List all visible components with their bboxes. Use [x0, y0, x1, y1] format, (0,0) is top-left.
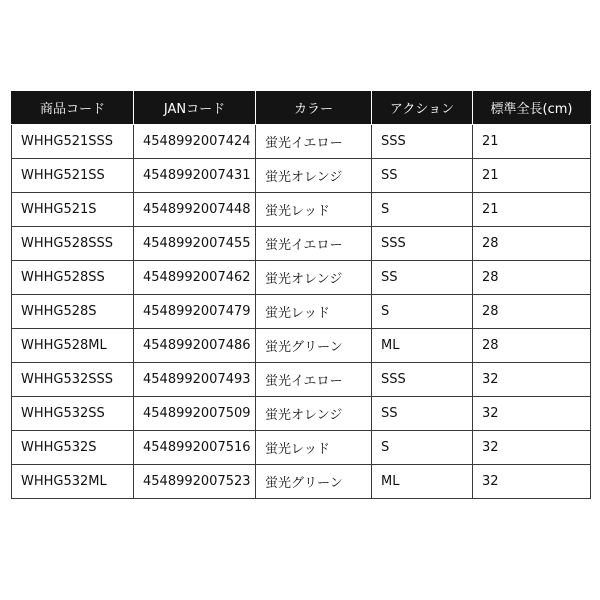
cell-product-code: WHHG528SS	[12, 261, 134, 295]
table-row	[12, 431, 591, 465]
cell-length: 32	[473, 397, 591, 431]
cell-length: 32	[473, 465, 591, 499]
cell-action: SS	[372, 261, 473, 295]
cell-product-code: WHHG528ML	[12, 329, 134, 363]
cell-product-code: WHHG528S	[12, 295, 134, 329]
cell-jan-code: 4548992007486	[134, 329, 256, 363]
cell-length: 32	[473, 363, 591, 397]
table-row	[12, 397, 591, 431]
product-spec-table-wrapper	[11, 90, 590, 499]
table-header-row	[12, 91, 591, 125]
cell-action: SSS	[372, 227, 473, 261]
header-length: 標準全長(cm)	[473, 91, 591, 125]
cell-color: 蛍光オレンジ	[256, 397, 372, 431]
cell-action: S	[372, 431, 473, 465]
cell-action: S	[372, 193, 473, 227]
table-row	[12, 159, 591, 193]
cell-color: 蛍光グリーン	[256, 329, 372, 363]
cell-product-code: WHHG532SSS	[12, 363, 134, 397]
cell-color: 蛍光イエロー	[256, 227, 372, 261]
cell-length: 28	[473, 329, 591, 363]
cell-action: SS	[372, 159, 473, 193]
table-row	[12, 227, 591, 261]
cell-action: S	[372, 295, 473, 329]
table-row	[12, 329, 591, 363]
cell-color: 蛍光オレンジ	[256, 261, 372, 295]
cell-jan-code: 4548992007509	[134, 397, 256, 431]
product-spec-table	[11, 90, 591, 499]
cell-jan-code: 4548992007424	[134, 125, 256, 159]
cell-product-code: WHHG532ML	[12, 465, 134, 499]
table-body	[12, 125, 591, 499]
cell-jan-code: 4548992007431	[134, 159, 256, 193]
cell-product-code: WHHG532SS	[12, 397, 134, 431]
cell-color: 蛍光イエロー	[256, 363, 372, 397]
cell-product-code: WHHG528SSS	[12, 227, 134, 261]
header-jan-code: JANコード	[134, 91, 256, 125]
cell-product-code: WHHG521SSS	[12, 125, 134, 159]
cell-length: 21	[473, 159, 591, 193]
cell-jan-code: 4548992007479	[134, 295, 256, 329]
cell-color: 蛍光レッド	[256, 193, 372, 227]
table-row	[12, 465, 591, 499]
cell-action: ML	[372, 329, 473, 363]
cell-action: SSS	[372, 125, 473, 159]
cell-product-code: WHHG521S	[12, 193, 134, 227]
cell-product-code: WHHG532S	[12, 431, 134, 465]
cell-length: 21	[473, 125, 591, 159]
cell-length: 28	[473, 295, 591, 329]
cell-color: 蛍光グリーン	[256, 465, 372, 499]
cell-length: 21	[473, 193, 591, 227]
cell-length: 28	[473, 227, 591, 261]
cell-color: 蛍光レッド	[256, 431, 372, 465]
cell-jan-code: 4548992007493	[134, 363, 256, 397]
cell-length: 32	[473, 431, 591, 465]
cell-product-code: WHHG521SS	[12, 159, 134, 193]
cell-jan-code: 4548992007516	[134, 431, 256, 465]
cell-length: 28	[473, 261, 591, 295]
header-color: カラー	[256, 91, 372, 125]
cell-action: SS	[372, 397, 473, 431]
table-row	[12, 261, 591, 295]
cell-color: 蛍光イエロー	[256, 125, 372, 159]
cell-jan-code: 4548992007455	[134, 227, 256, 261]
table-row	[12, 363, 591, 397]
cell-jan-code: 4548992007462	[134, 261, 256, 295]
table-row	[12, 295, 591, 329]
cell-color: 蛍光オレンジ	[256, 159, 372, 193]
header-product-code: 商品コード	[12, 91, 134, 125]
table-row	[12, 125, 591, 159]
table-row	[12, 193, 591, 227]
cell-jan-code: 4548992007523	[134, 465, 256, 499]
header-action: アクション	[372, 91, 473, 125]
cell-action: ML	[372, 465, 473, 499]
cell-action: SSS	[372, 363, 473, 397]
cell-jan-code: 4548992007448	[134, 193, 256, 227]
cell-color: 蛍光レッド	[256, 295, 372, 329]
